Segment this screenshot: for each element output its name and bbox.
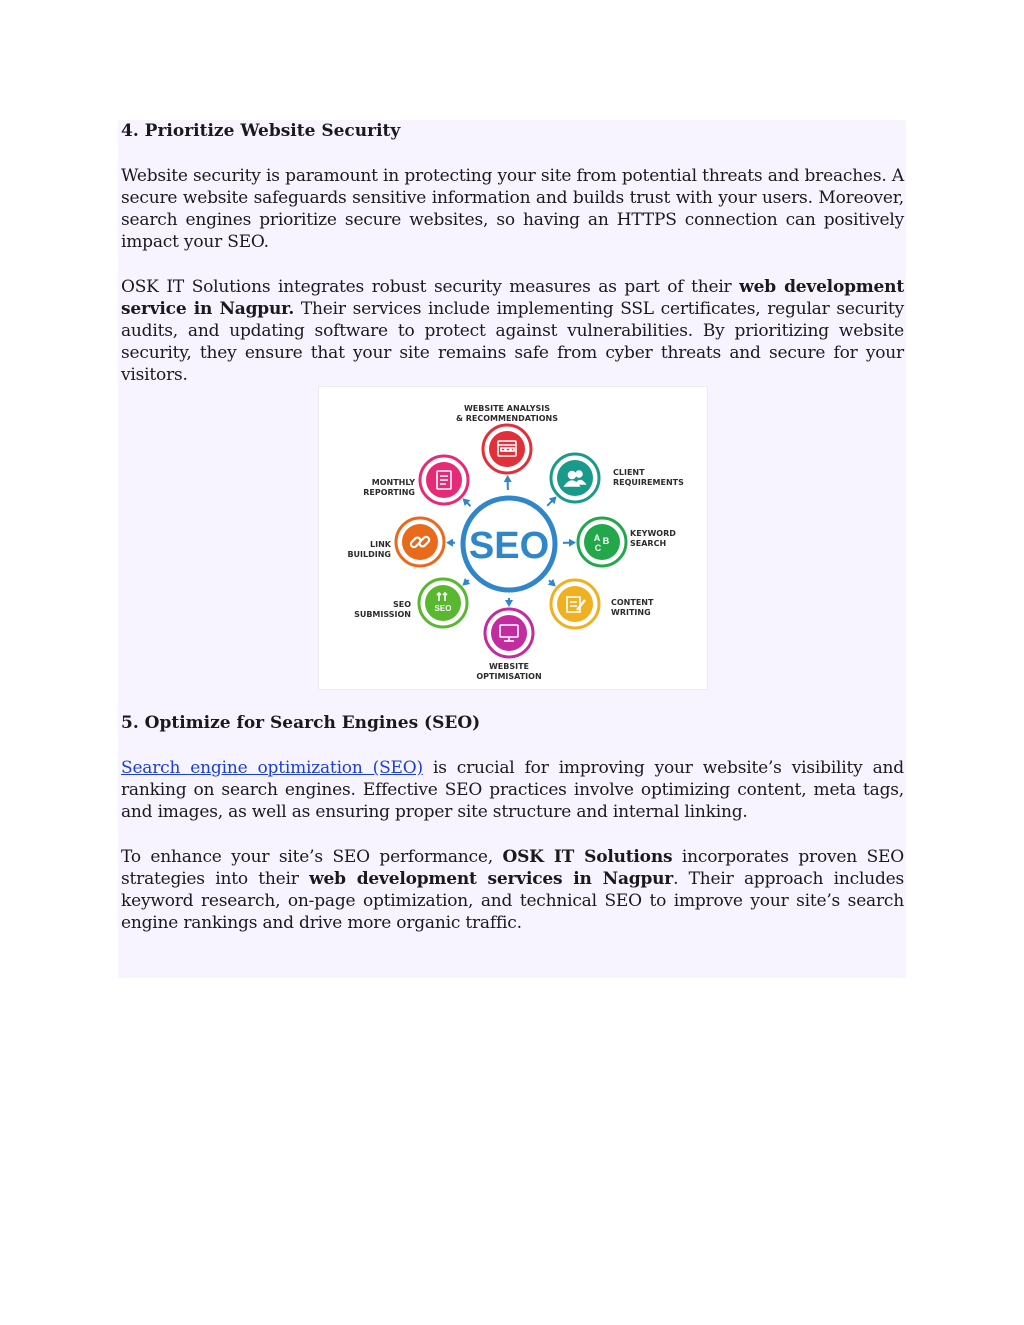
para-text: . Their approach includes keyword research, on-page optimization, and technical SEO to improve your site’s search engine rankings and drive more organic traffic.: [121, 869, 905, 933]
chain-link-node: [396, 518, 444, 566]
node-label-line-2: WRITING: [610, 608, 651, 617]
node-inner-circle: [425, 585, 461, 621]
node-label-line-1: KEYWORD: [629, 529, 676, 538]
arrow-head-icon: [505, 600, 513, 607]
node-label-line-1: SEO: [392, 600, 411, 609]
node-label-line-1: MONTHLY: [371, 478, 415, 487]
monitor-node: [485, 609, 533, 657]
section-4-heading: 4. Prioritize Website Security: [121, 121, 401, 141]
arrow-head-icon: [462, 578, 470, 586]
node-label-line-2: BUILDING: [346, 550, 391, 559]
pen-paper-node: [551, 580, 599, 628]
arrow-head-icon: [445, 539, 452, 547]
seo-diagram: [318, 386, 708, 690]
seo-link[interactable]: Search engine optimization (SEO): [121, 758, 423, 778]
arrow-head-icon: [503, 475, 511, 482]
node-label-line-1: CLIENT: [612, 468, 645, 477]
para-text: is crucial for improving your website’s visibility and ranking on search engines. Effective SEO practices involve optimizing content, meta tags, and images, as well as ensuring proper site structure and internal linking.: [121, 758, 904, 822]
svg-text:A: A: [593, 533, 600, 543]
users-node: [551, 454, 599, 502]
node-inner-circle: [491, 615, 527, 651]
abc-node: [578, 518, 626, 566]
section-4-paragraph-1: Website security is paramount in protecting your site from potential threats and breaches. A secure website safeguards sensitive information and builds trust with your users. Moreover, search engines prioritize secure websites, so having an HTTPS connection can positively impact your SEO.: [121, 166, 904, 252]
node-label-line-2: SUBMISSION: [353, 610, 411, 619]
para-text: incorporates proven SEO strategies into their: [121, 847, 904, 889]
node-label-line-1: WEBSITE: [488, 662, 529, 671]
seo-mini-label: SEO: [434, 604, 451, 613]
node-label-line-1: CONTENT: [610, 598, 653, 607]
article-content: [121, 120, 904, 934]
node-label-line-2: OPTIMISATION: [475, 672, 542, 681]
bold-service-text: web development services in Nagpur: [309, 869, 674, 889]
section-4-paragraph-2: [121, 276, 904, 386]
browser-grid-node: [483, 425, 531, 473]
node-label-line-2: REPORTING: [362, 488, 415, 497]
seo-center-label: SEO: [468, 525, 549, 567]
section-5-heading: 5. Optimize for Search Engines (SEO): [121, 713, 481, 733]
section-5-paragraph-1: [121, 757, 904, 823]
node-label-line-1: LINK: [369, 540, 391, 549]
node-label-line-2: SEARCH: [629, 539, 666, 548]
node-label-line-2: REQUIREMENTS: [612, 478, 684, 487]
node-inner-circle: [557, 586, 593, 622]
node-label-line-2: & RECOMMENDATIONS: [455, 414, 558, 423]
svg-text:C: C: [594, 543, 601, 553]
document-node: [420, 456, 468, 504]
para-text: OSK IT Solutions integrates robust security measures as part of their: [121, 277, 740, 297]
seo-diagram-svg: [319, 387, 707, 689]
seo-arrows-node: [419, 579, 467, 627]
node-label-line-1: WEBSITE ANALYSIS: [463, 404, 550, 413]
arrow-head-icon: [568, 539, 575, 547]
section-5-paragraph-2: [121, 846, 904, 934]
bold-company-name: OSK IT Solutions: [502, 847, 673, 867]
para-text: To enhance your site’s SEO performance,: [121, 847, 503, 867]
node-inner-circle: [489, 431, 525, 467]
arrow-head-icon: [547, 579, 555, 587]
svg-text:B: B: [602, 536, 609, 546]
para-text: Their services include implementing SSL certificates, regular security audits, and updating software to protect against vulnerabilities. By prioritizing website security, they ensure that your site remains safe from cyber threats and secure for your visitors.: [121, 299, 904, 385]
bold-service-text: web development service in Nagpur.: [121, 277, 904, 319]
